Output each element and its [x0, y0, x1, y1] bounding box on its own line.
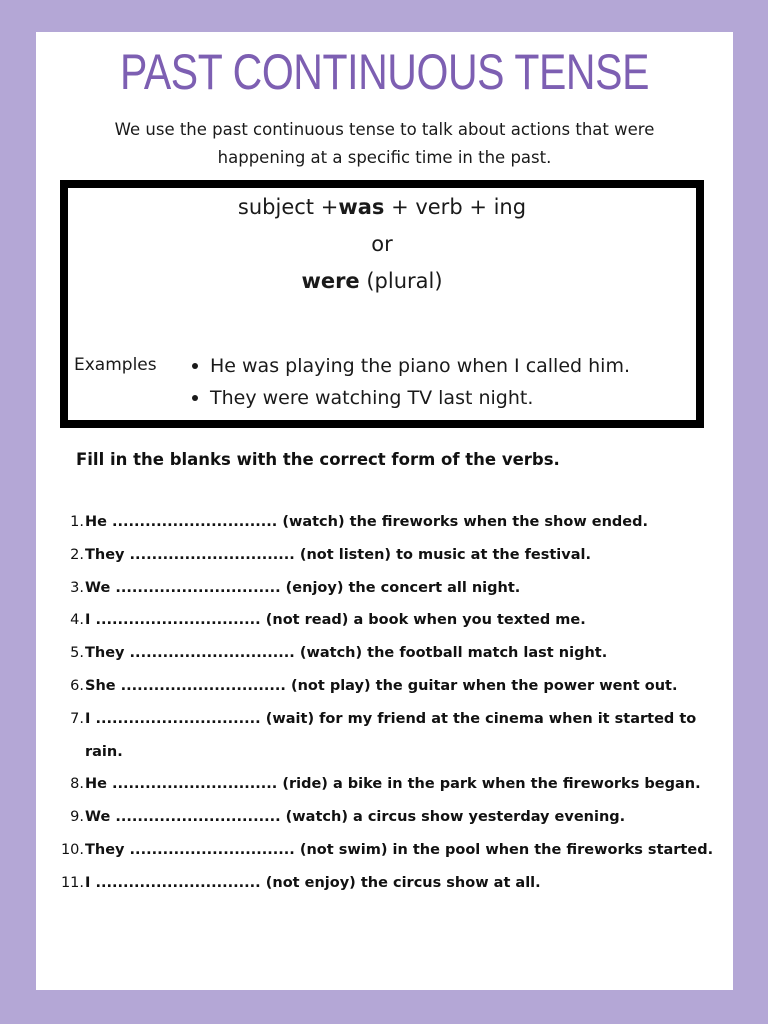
- exercise-item: [58, 801, 718, 834]
- exercise-text: I .............................. (not read) a book when you texted me.: [85, 612, 586, 629]
- exercise-list: [58, 506, 718, 900]
- exercise-text: We .............................. (watch) a circus show yesterday evening.: [85, 809, 626, 826]
- exercise-text: I .............................. (wait) for my friend at the cinema when it started to rain.: [85, 710, 697, 760]
- exercise-number: 10.: [60, 841, 84, 858]
- example-item: They were watching TV last night.: [190, 382, 630, 414]
- intro-text: [56, 116, 713, 172]
- exercise-text: We .............................. (enjoy) the concert all night.: [85, 579, 521, 596]
- exercise-item: [58, 572, 718, 605]
- intro-line-2: happening at a specific time in the past.: [217, 148, 552, 167]
- exercise-text: They .............................. (watch) the football match last night.: [85, 645, 608, 662]
- rule-plural: (plural): [359, 269, 443, 293]
- worksheet-page: [36, 32, 733, 990]
- exercise-text: They .............................. (not listen) to music at the festival.: [85, 546, 591, 563]
- exercise-number: 9.: [70, 809, 84, 826]
- exercise-number: 7.: [70, 710, 84, 727]
- rule-or: or: [371, 232, 393, 256]
- exercise-item: [58, 539, 718, 572]
- rule-box: [60, 180, 704, 428]
- exercise-number: 1.: [70, 514, 84, 530]
- intro-line-1: We use the past continuous tense to talk about actions that were: [114, 120, 655, 139]
- exercise-number: 2.: [70, 546, 84, 563]
- exercise-number: 5.: [70, 645, 84, 662]
- bullet-icon: [192, 395, 198, 401]
- exercise-number: 3.: [70, 579, 84, 596]
- exercise-item: [58, 867, 718, 900]
- exercise-item: [58, 834, 718, 867]
- exercise-item: [58, 768, 718, 801]
- rule-formula-were: [58, 266, 686, 296]
- exercise-item: [58, 703, 718, 769]
- exercise-text: She .............................. (not play) the guitar when the power went out.: [85, 677, 678, 694]
- examples-label: Examples: [74, 355, 157, 375]
- exercise-item: [58, 604, 718, 637]
- rule-subject: subject +: [237, 195, 339, 219]
- examples-list: [190, 350, 630, 414]
- exercise-text: He .............................. (watch) the fireworks when the show ended.: [85, 514, 649, 530]
- exercise-text: They .............................. (not swim) in the pool when the fireworks started.: [85, 841, 714, 858]
- exercise-text: He .............................. (ride) a bike in the park when the fireworks began.: [85, 776, 701, 793]
- exercise-instructions: Fill in the blanks with the correct form of the verbs.: [76, 450, 560, 469]
- exercise-number: 8.: [70, 776, 84, 793]
- exercise-number: 6.: [70, 677, 84, 694]
- rule-was: was: [338, 195, 385, 219]
- rule-formula-was: [68, 192, 696, 222]
- rule-were: were: [301, 269, 360, 293]
- bullet-icon: [192, 363, 198, 369]
- exercise-number: 11.: [60, 874, 84, 891]
- exercise-item: [58, 670, 718, 703]
- exercise-text: I .............................. (not enjoy) the circus show at all.: [85, 874, 541, 891]
- exercise-item: [58, 506, 718, 539]
- rule-verb-ing: + verb + ing: [384, 195, 527, 219]
- example-item: He was playing the piano when I called him.: [190, 350, 630, 382]
- exercise-number: 4.: [70, 612, 84, 629]
- page-title: PAST CONTINUOUS TENSE: [119, 44, 650, 100]
- exercise-item: [58, 637, 718, 670]
